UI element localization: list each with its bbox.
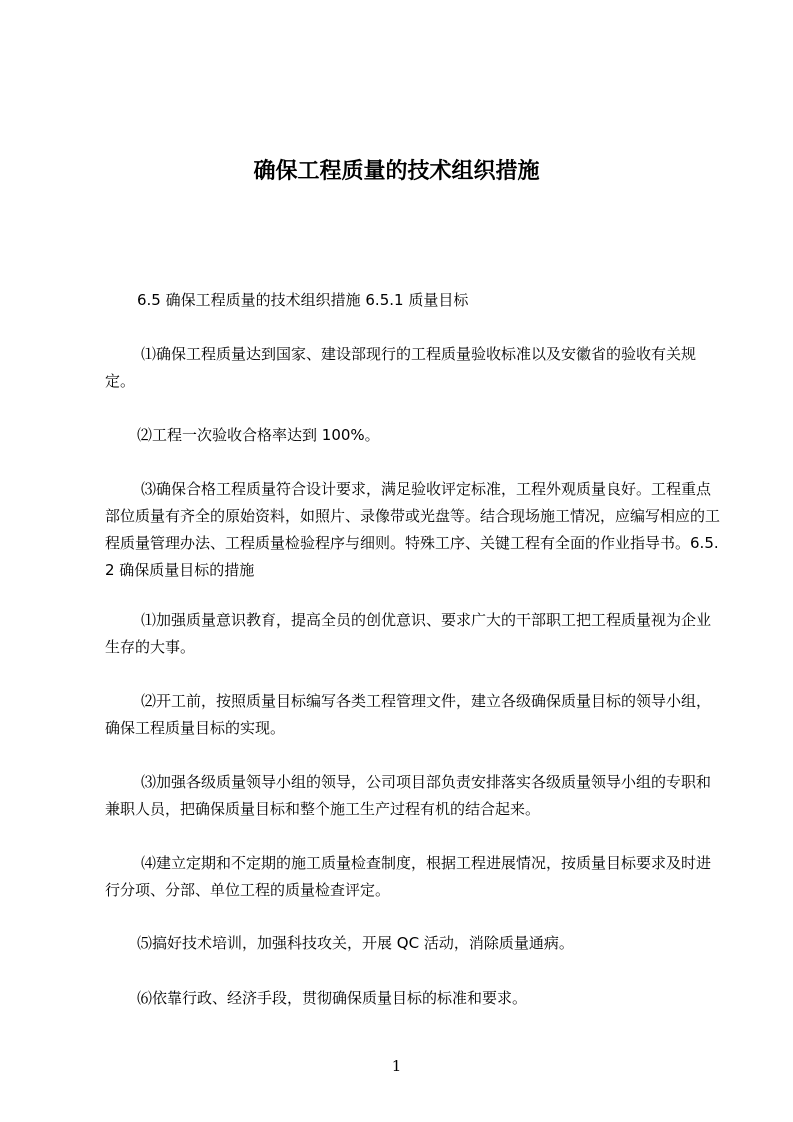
paragraph-quality-awareness: ⑴加强质量意识教育，提高全员的创优意识、要求广大的干部职工把工程质量视为企业生存的大事。 [105,611,712,656]
paragraph-design-requirements: ⑶确保合格工程质量符合设计要求，满足验收评定标准，工程外观质量良好。工程重点部位质量有齐全的原始资料，如照片、录像带或光盘等。结合现场施工情况，应编写相应的工程质量管理办法、工程质量检验程序与细则。特殊工序、关键工程有全面的作业指导书。6.5.2 确保质量目标的措施 [105,480,721,579]
page-title: 确保工程质量的技术组织措施 [253,158,540,184]
paragraph-inspection-system: ⑷建立定期和不定期的施工质量检查制度，根据工程进展情况，按质量目标要求及时进行分项、分部、单位工程的质量检查评定。 [105,854,712,899]
paragraph-administrative-means: ⑹依靠行政、经济手段，贯彻确保质量目标的标准和要求。 [137,989,528,1007]
paragraph-management-docs: ⑵开工前，按照质量目标编写各类工程管理文件，建立各级确保质量目标的领导小组，确保工程质量目标的实现。 [105,692,712,737]
paragraph-quality-standard: ⑴确保工程质量达到国家、建设部现行的工程质量验收标准以及安徽省的验收有关规定。 [105,345,697,390]
paragraph-leadership-groups: ⑶加强各级质量领导小组的领导，公司项目部负责安排落实各级质量领导小组的专职和兼职人员，把确保质量目标和整个施工生产过程有机的结合起来。 [105,773,712,818]
section-heading: 6.5 确保工程质量的技术组织措施 6.5.1 质量目标 [137,291,469,309]
page-number: 1 [391,1057,402,1075]
paragraph-training: ⑸搞好技术培训，加强科技攻关，开展 QC 活动，消除质量通病。 [137,934,574,952]
paragraph-pass-rate: ⑵工程一次验收合格率达到 100%。 [137,426,380,444]
